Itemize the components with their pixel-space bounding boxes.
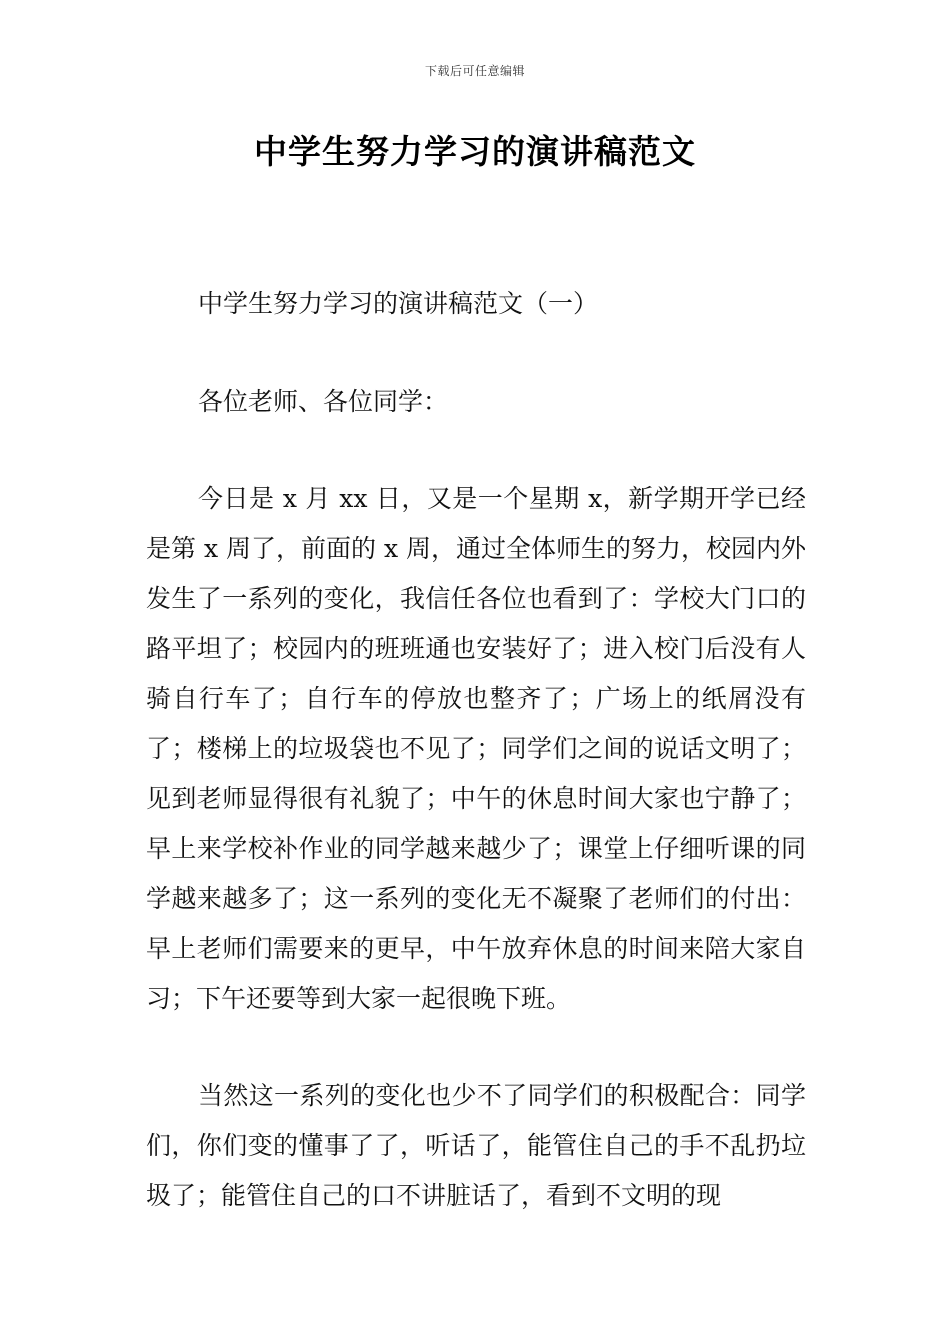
paragraph-2: 当然这一系列的变化也少不了同学们的积极配合：同学们，你们变的懂事了了，听话了，能管住自己的手不乱扔垃圾了；能管住自己的口不讲脏话了，看到不文明的现: [146, 1081, 806, 1210]
section-subtitle: 中学生努力学习的演讲稿范文（一）: [198, 289, 599, 318]
paragraph-1: 今日是 x 月 xx 日，又是一个星期 x，新学期开学已经是第 x 周了，前面的 x 周，通过全体师生的努力，校园内外发生了一系列的变化，我信任各位也看到了：学校大门口的路平坦了；校园内的班班通也安装好了；进入校门后没有人骑自行车了；自行车的停放也整齐了；广场上的纸屑没有了；楼梯上的垃圾袋也不见了；同学们之间的说话文明了；见到老师显得很有礼貌了；中午的休息时间大家也宁静了；早上来学校补作业的同学越来越少了；课堂上仔细听课的同学越来越多了；这一系列的变化无不凝聚了老师们的付出：早上老师们需要来的更早，中午放弃休息的时间来陪大家自习；下午还要等到大家一起很晚下班。: [146, 484, 806, 1013]
header-note: 下载后可任意编辑: [424, 64, 525, 78]
document-title: 中学生努力学习的演讲稿范文: [254, 132, 696, 171]
greeting-line: 各位老师、各位同学：: [198, 387, 449, 416]
